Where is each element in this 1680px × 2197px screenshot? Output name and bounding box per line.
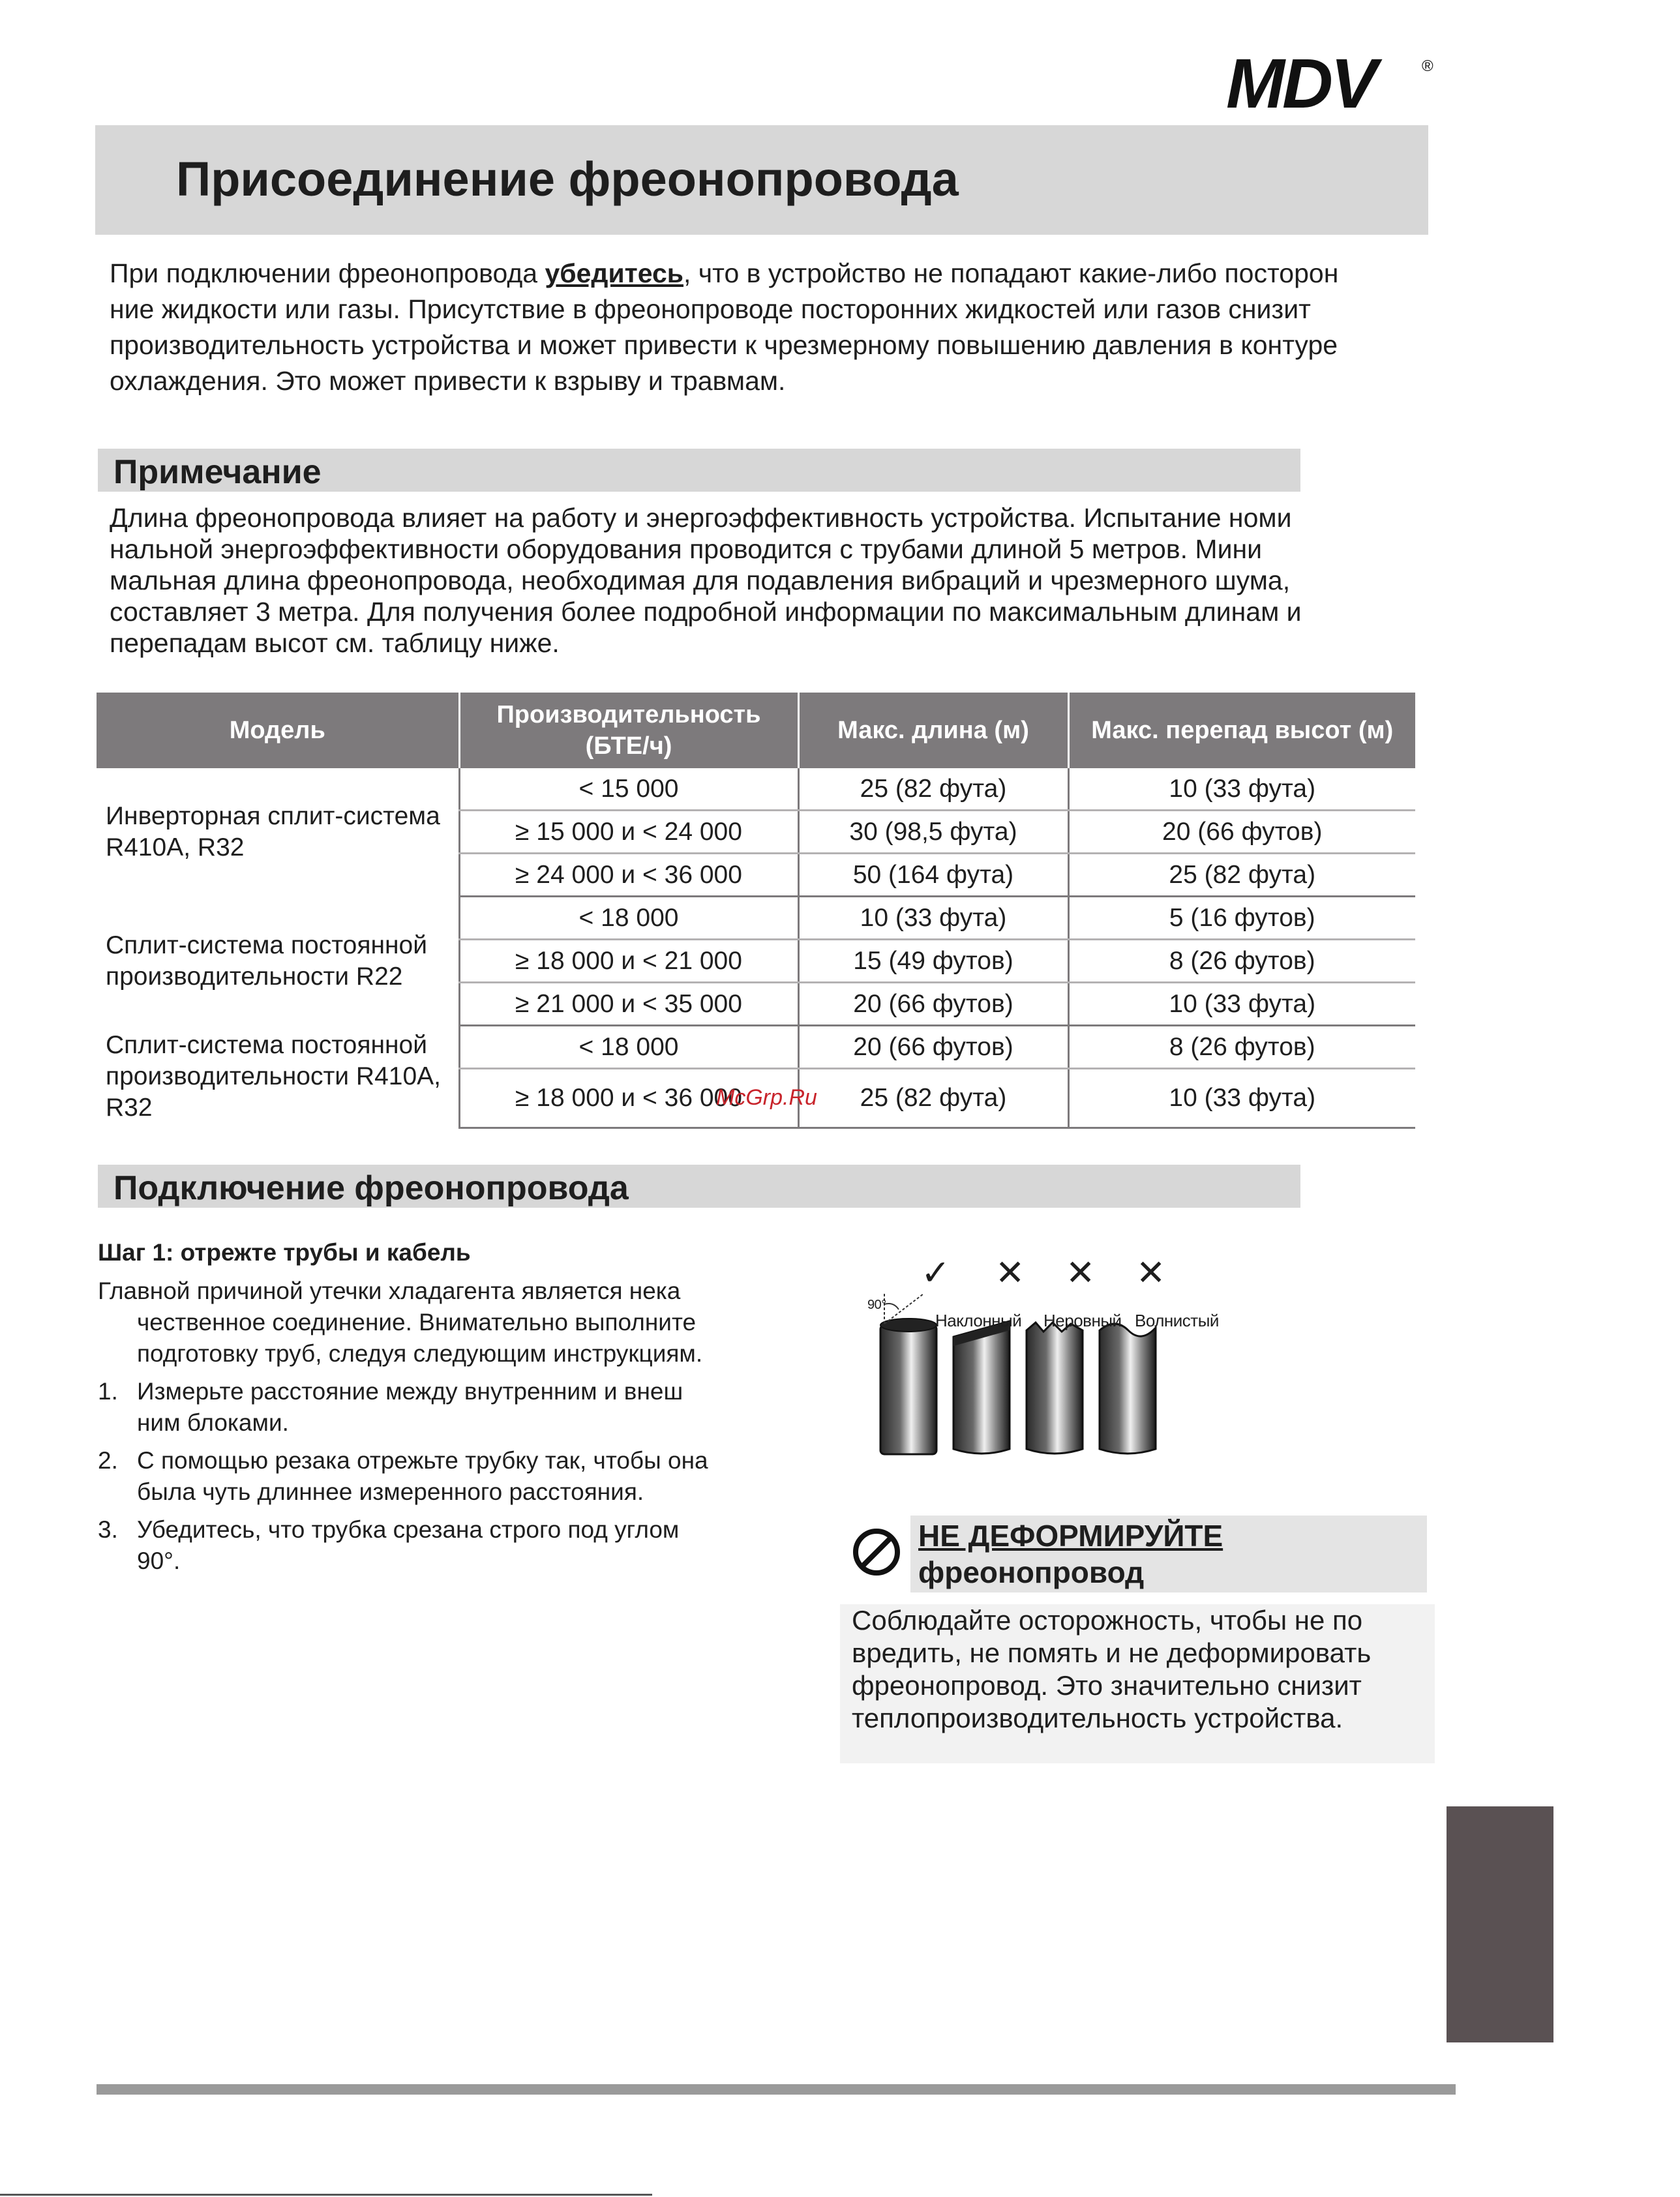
- list-number: 3.: [98, 1516, 118, 1543]
- label-inclined: Наклонный: [935, 1311, 1022, 1330]
- capacity-cell: ≥ 18 000 и < 36 000: [459, 1069, 798, 1128]
- length-cell: 10 (33 фута): [798, 897, 1068, 940]
- pipe-straight: [880, 1319, 937, 1454]
- list-line: Измерьте расстояние между внутренним и внеш: [137, 1378, 683, 1405]
- height-cell: 25 (82 фута): [1068, 854, 1415, 897]
- pipe-wavy: [1100, 1324, 1156, 1454]
- mdv-logo: [1226, 44, 1433, 123]
- title-bar: [95, 125, 1428, 235]
- warning-text: [852, 1604, 1371, 1735]
- capacity-cell: ≥ 18 000 и < 21 000: [459, 940, 798, 983]
- capacity-cell: ≥ 15 000 и < 24 000: [459, 811, 798, 854]
- cross-icon: ✕: [995, 1253, 1025, 1293]
- note-line: нальной энергоэффективности оборудования проводится с трубами длиной 5 метров. Мини: [110, 534, 1263, 564]
- intro-text: При подключении фреонопровода: [110, 258, 545, 288]
- model-cell: Инверторная сплит-система R410A, R32: [106, 802, 440, 862]
- model-cell: Сплит-система постоянной производительности R22: [106, 931, 428, 991]
- pipe-inclined: [953, 1321, 1010, 1454]
- cross-icon: ✕: [1136, 1253, 1165, 1293]
- header-model: Модель: [97, 693, 459, 768]
- table-row: [97, 768, 1415, 811]
- prohibited-icon: [852, 1527, 901, 1577]
- note-paragraph: [110, 502, 1420, 659]
- capacity-cell: < 18 000: [459, 897, 798, 940]
- table-header-row: [97, 693, 1415, 768]
- list-line: Убедитесь, что трубка срезана строго под углом: [137, 1516, 680, 1543]
- side-tab-line: хладагента: [1577, 1813, 1601, 1933]
- length-cell: 25 (82 фута): [798, 768, 1068, 811]
- list-line: 90°.: [137, 1547, 181, 1574]
- intro-emphasis: убедитесь: [545, 258, 684, 288]
- header-max-length: Макс. длина (м): [798, 693, 1068, 768]
- intro-line-1: [110, 256, 1420, 291]
- check-icon: ✓: [921, 1253, 950, 1293]
- page-title: Присоединение фреонопровода: [176, 152, 959, 206]
- step-text: [98, 1276, 802, 1577]
- intro-text: , что в устройство не попадают какие-либо посторон: [683, 258, 1339, 288]
- table-row: [97, 897, 1415, 940]
- note-line: перепадам высот см. таблицу ниже.: [110, 628, 560, 658]
- warning-line: теплопроизводительность устройства.: [852, 1703, 1343, 1733]
- capacity-cell: ≥ 21 000 и < 35 000: [459, 983, 798, 1026]
- header-capacity: Производительность (БТЕ/ч): [459, 693, 798, 768]
- capacity-cell: < 15 000: [459, 768, 798, 811]
- note-heading-bar: [98, 449, 1300, 492]
- note-heading: Примечание: [113, 453, 322, 491]
- step-title: Шаг 1: отрежте трубы и кабель: [98, 1239, 471, 1266]
- bottom-edge-line: [0, 2194, 652, 2196]
- height-cell: 10 (33 фута): [1068, 768, 1415, 811]
- step-intro-line: чественное соединение. Внимательно выполните: [137, 1309, 697, 1336]
- list-line: С помощью резака отрежьте трубку так, чтобы она: [137, 1447, 708, 1474]
- list-line: была чуть длиннее измеренного расстояния.: [137, 1478, 644, 1505]
- length-cell: 30 (98,5 фута): [798, 811, 1068, 854]
- capacity-cell: < 18 000: [459, 1026, 798, 1069]
- intro-paragraph: [110, 256, 1420, 399]
- height-cell: 8 (26 футов): [1068, 1026, 1415, 1069]
- step-intro-line: подготовку труб, следуя следующим инструкциям.: [137, 1340, 703, 1367]
- connection-heading-bar: [98, 1165, 1300, 1208]
- warning-body: [840, 1604, 1435, 1763]
- pipe-uneven: [1027, 1323, 1083, 1454]
- logo-text: MDV: [1226, 44, 1375, 123]
- warning-subtitle: фреонопровод: [918, 1555, 1145, 1589]
- list-line: ним блоками.: [137, 1409, 289, 1436]
- warning-line: вредить, не помять и не деформировать: [852, 1637, 1372, 1668]
- header-max-height: Макс. перепад высот (м): [1068, 693, 1415, 768]
- angle-label: 90°: [867, 1298, 886, 1312]
- capacity-cell: ≥ 24 000 и < 36 000: [459, 854, 798, 897]
- list-number: 2.: [98, 1447, 118, 1474]
- warning-line: фреонопровод. Это значительно снизит: [852, 1670, 1362, 1701]
- height-cell: 10 (33 фута): [1068, 983, 1415, 1026]
- side-tab-text: [1458, 1813, 1680, 1982]
- side-tab-line: Присоединение: [1655, 1813, 1679, 1982]
- length-cell: 25 (82 фута): [798, 1069, 1068, 1128]
- note-line: составляет 3 метра. Для получения более подробной информации по максимальным длинам и: [110, 597, 1302, 627]
- length-cell: 20 (66 футов): [798, 983, 1068, 1026]
- height-cell: 10 (33 фута): [1068, 1069, 1415, 1128]
- list-item: [98, 1376, 802, 1439]
- note-line: мальная длина фреонопровода, необходимая для подавления вибраций и чрезмерного шума,: [110, 565, 1291, 595]
- list-item: [98, 1445, 802, 1508]
- height-cell: 8 (26 футов): [1068, 940, 1415, 983]
- height-cell: 5 (16 футов): [1068, 897, 1415, 940]
- label-wavy: Волнистый: [1135, 1311, 1219, 1330]
- list-item: [98, 1514, 802, 1577]
- length-cell: 50 (164 фута): [798, 854, 1068, 897]
- length-cell: 20 (66 футов): [798, 1026, 1068, 1069]
- warning-title: НЕ ДЕФОРМИРУЙТЕ: [918, 1519, 1223, 1553]
- list-number: 1.: [98, 1378, 118, 1405]
- label-uneven: Неровный: [1043, 1311, 1122, 1330]
- side-tab-line: трубок для: [1603, 1813, 1653, 1886]
- note-line: Длина фреонопровода влияет на работу и энергоэффективность устройства. Испытание номи: [110, 503, 1292, 533]
- intro-line-4: охлаждения. Это может привести к взрыву и травмам.: [110, 366, 786, 396]
- model-cell: Сплит-система постоянной производительности R410A, R32: [106, 1031, 442, 1122]
- step-intro-line: Главной причиной утечки хладагента является нека: [98, 1278, 681, 1304]
- height-cell: 20 (66 футов): [1068, 811, 1415, 854]
- registered-mark: ®: [1422, 57, 1433, 75]
- cross-icon: ✕: [1066, 1253, 1095, 1293]
- pipe-length-table: [97, 693, 1415, 1129]
- intro-line-2: ние жидкости или газы. Присутствие в фреонопроводе посторонних жидкостей или газов снизит: [110, 294, 1311, 324]
- intro-line-3: производительность устройства и может привести к чрезмерному повышению давления в контуре: [110, 330, 1338, 360]
- watermark: McGrp.Ru: [716, 1085, 817, 1110]
- side-section-tab: [1447, 1806, 1679, 2042]
- warning-heading: [910, 1516, 1427, 1592]
- table-row: [97, 1026, 1415, 1069]
- length-cell: 15 (49 футов): [798, 940, 1068, 983]
- pipe-cut-illustration: [867, 1253, 1272, 1461]
- footer-rule: [97, 2084, 1456, 2095]
- pipes-svg: [867, 1265, 1272, 1461]
- warning-line: Соблюдайте осторожность, чтобы не по: [852, 1605, 1363, 1636]
- connection-heading: Подключение фреонопровода: [113, 1169, 629, 1207]
